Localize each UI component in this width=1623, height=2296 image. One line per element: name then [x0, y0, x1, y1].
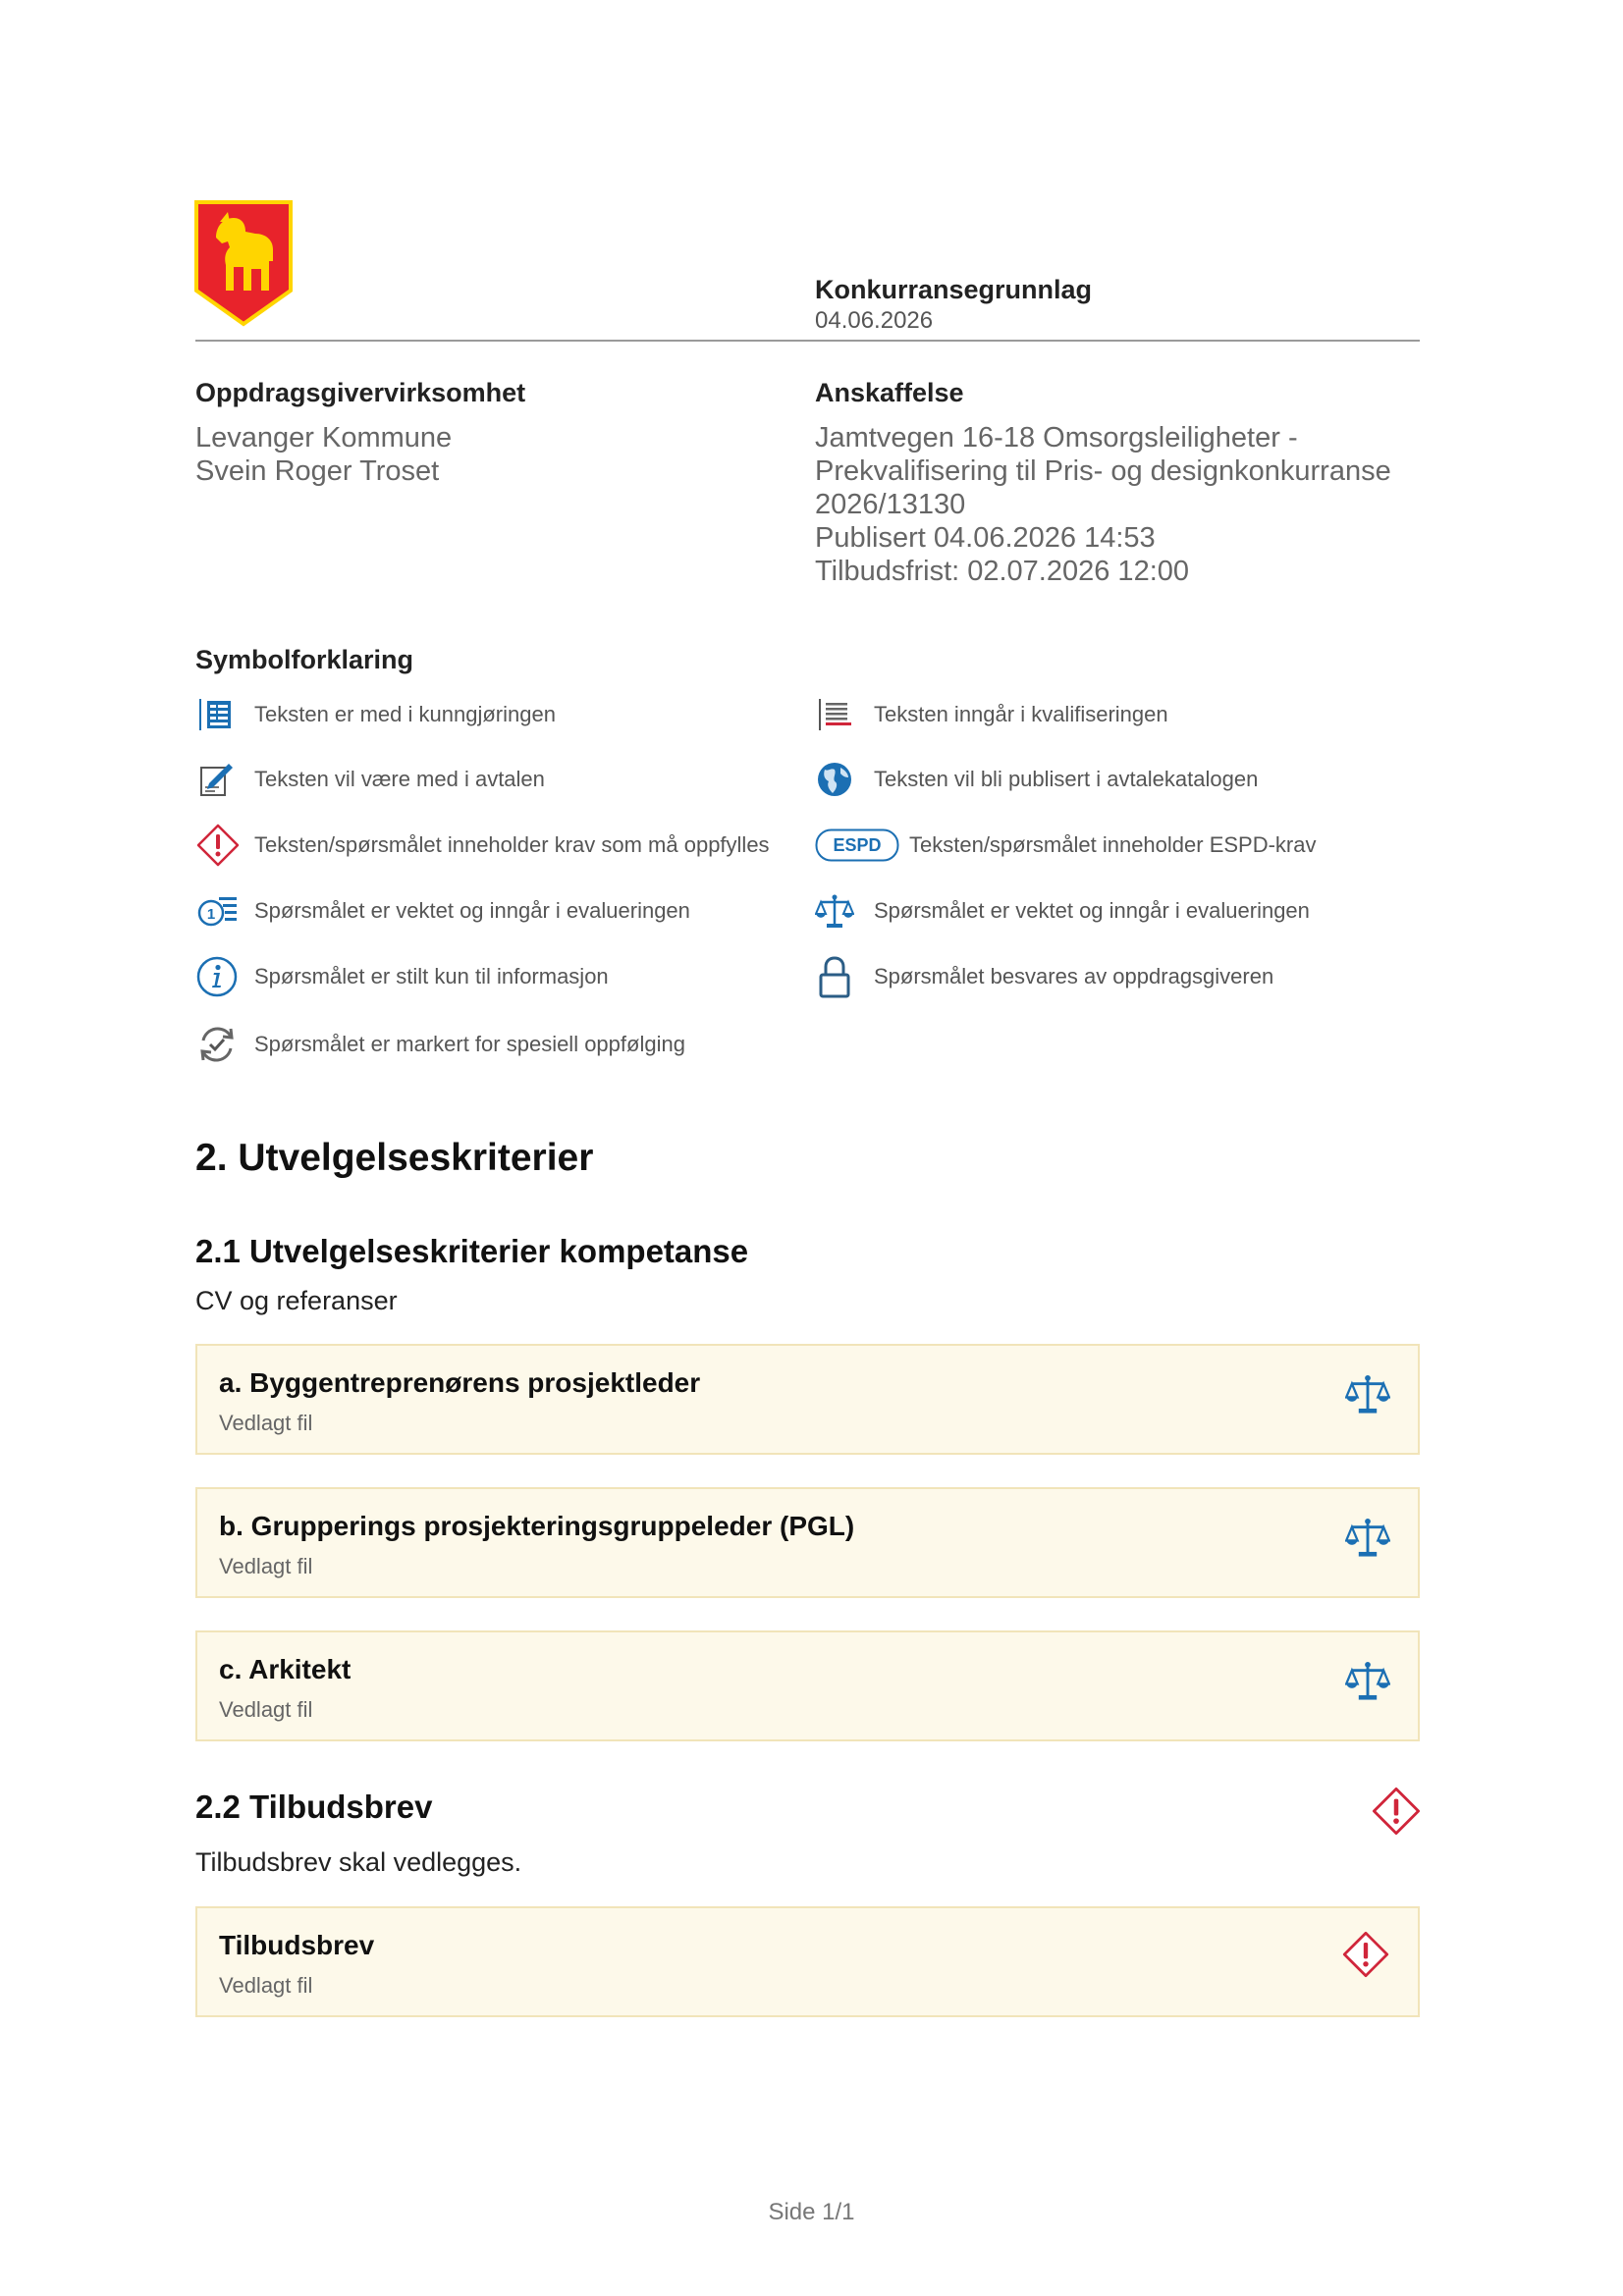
client-contact-person: Svein Roger Troset — [195, 455, 440, 487]
legend-item — [195, 693, 556, 736]
svg-text:1: 1 — [206, 906, 216, 923]
legend-item — [815, 824, 1317, 867]
lock-icon — [815, 955, 862, 998]
legend-text: Teksten vil bli publisert i avtalekatalogen — [874, 767, 1259, 791]
question-answer-type: Vedlagt fil — [219, 1973, 313, 1998]
question-title: Tilbudsbrev — [219, 1930, 375, 1960]
legend-item — [195, 955, 609, 998]
scales-icon — [1345, 1371, 1390, 1416]
contract-icon — [195, 758, 243, 801]
scales-icon — [1345, 1515, 1390, 1560]
legend-item — [195, 1023, 685, 1066]
legend-item — [195, 824, 770, 867]
question-title: a. Byggentreprenørens prosjektleder — [219, 1367, 701, 1398]
question-answer-type: Vedlagt fil — [219, 1411, 313, 1435]
legend-item — [815, 955, 1273, 998]
client-heading: Oppdragsgivervirksomhet — [195, 378, 526, 407]
legend-text: Spørsmålet er stilt kun til informasjon — [254, 964, 609, 988]
question-card-architect — [195, 1630, 1420, 1741]
legend-item — [195, 758, 545, 801]
procurement-name-line1: Jamtvegen 16-18 Omsorgsleiligheter - — [815, 422, 1298, 454]
subsection-description-offer-letter: Tilbudsbrev skal vedlegges. — [195, 1847, 522, 1877]
page-number: Side 1/1 — [768, 2199, 855, 2225]
legend-text: Teksten/spørsmålet inneholder ESPD-krav — [909, 832, 1317, 857]
follow-up-icon — [195, 1023, 243, 1066]
document-date: 04.06.2026 — [815, 307, 934, 334]
subsection-title-competence: 2.1 Utvelgelseskriterier kompetanse — [195, 1233, 749, 1269]
procurement-case-number: 2026/13130 — [815, 489, 966, 520]
document-type: Konkurransegrunnlag — [815, 275, 1093, 304]
procurement-deadline: Tilbudsfrist: 02.07.2026 12:00 — [815, 556, 1190, 587]
question-title: c. Arkitekt — [219, 1654, 352, 1684]
legend-text: Teksten inngår i kvalifiseringen — [874, 702, 1168, 726]
espd-badge-icon — [815, 824, 901, 867]
procurement-published: Publisert 04.06.2026 14:53 — [815, 522, 1156, 554]
legend-text: Spørsmålet besvares av oppdragsgiveren — [874, 964, 1274, 988]
document-header — [815, 275, 1092, 335]
legend-text: Spørsmålet er vektet og inngår i evalueringen — [874, 898, 1310, 923]
subsection-description-competence: CV og referanser — [195, 1286, 398, 1315]
announcement-icon — [195, 693, 243, 736]
legend-text: Teksten/spørsmålet inneholder krav som må oppfylles — [254, 832, 770, 857]
legend-text: Spørsmålet er vektet og inngår i evalueringen — [254, 898, 690, 923]
question-card-project-manager — [195, 1344, 1420, 1455]
coat-of-arms-logo — [194, 200, 293, 328]
client-organization: Levanger Kommune — [195, 422, 453, 454]
section-title: 2. Utvelgelseskriterier — [195, 1137, 594, 1179]
legend-text: Teksten vil være med i avtalen — [254, 767, 545, 791]
legend-title: Symbolforklaring — [195, 645, 414, 674]
question-answer-type: Vedlagt fil — [219, 1554, 313, 1578]
header-divider — [195, 340, 1420, 342]
weighted-list-icon — [195, 889, 243, 933]
legend-text: Teksten er med i kunngjøringen — [254, 702, 556, 726]
espd-badge-label: ESPD — [833, 835, 882, 855]
legend-text: Spørsmålet er markert for spesiell oppfølging — [254, 1032, 685, 1056]
question-card-offer-letter — [195, 1906, 1420, 2017]
qualification-icon — [815, 693, 862, 736]
legend-item — [815, 889, 1310, 933]
legend-item — [195, 889, 690, 933]
subsection-title-offer-letter: 2.2 Tilbudsbrev — [195, 1789, 433, 1825]
legend-item — [815, 693, 1168, 736]
scales-icon — [815, 889, 862, 933]
legend-item — [815, 758, 1258, 801]
warning-diamond-icon — [1371, 1786, 1422, 1837]
warning-diamond-icon — [1341, 1930, 1390, 1979]
question-card-design-group-leader — [195, 1487, 1420, 1598]
procurement-heading: Anskaffelse — [815, 378, 964, 407]
warning-diamond-icon — [195, 824, 243, 867]
client-details — [195, 421, 452, 488]
info-icon — [195, 955, 243, 998]
globe-icon — [815, 758, 862, 801]
procurement-name-line2: Prekvalifisering til Pris- og designkonkurranse — [815, 455, 1391, 487]
scales-icon — [1345, 1658, 1390, 1703]
procurement-details — [815, 421, 1391, 588]
question-answer-type: Vedlagt fil — [219, 1697, 313, 1722]
question-title: b. Grupperings prosjekteringsgruppeleder (PGL) — [219, 1511, 855, 1541]
